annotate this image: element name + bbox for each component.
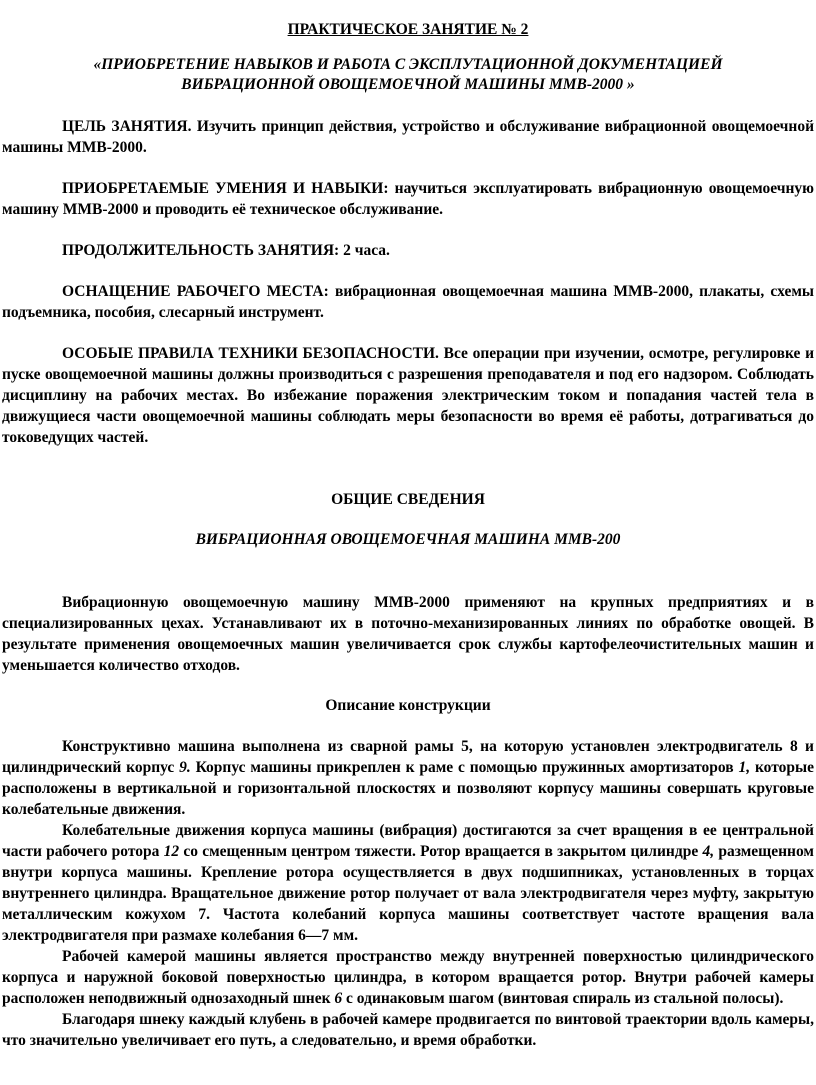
goal-label: ЦЕЛЬ ЗАНЯТИЯ.	[62, 118, 192, 135]
safety-text: Все операции при изучении, осмотре, регулировке и пуске овощемоечной машины должны производиться с разрешения преподавателя и под его надзором. Соблюдать дисциплину на рабочих местах. Во избежание поражения электрическим током и попадания частей тела в движущиеся части овощемоечной машины соблюдать меры безопасности во время её работы, дотрагиваться до токоведущих частей.	[2, 345, 814, 446]
design-paragraph-2: Колебательные движения корпуса машины (вибрация) достигаются за счет вращения в ее центральной части рабочего ротора 12 со смещенным центром тяжести. Ротор вращается в закрытом цилиндре 4, размещенном внутри корпуса машины. Крепление ротора осуществляется в двух подшипниках, установленных в торцах внутреннего цилиндра. Вращательное движение ротор получает от вала электродвигателя через муфту, закрытую металлическим кожухом 7. Частота колебаний корпуса машины соответствует частоте вращения вала электродвигателя при размахе колебания 6—7 мм.	[2, 822, 814, 944]
document-title: ПРАКТИЧЕСКОЕ ЗАНЯТИЕ № 2	[287, 21, 529, 38]
skills-text: научиться эксплуатировать вибрационную овощемоечную машину ММВ-2000 и проводить её техническое обслуживание.	[2, 180, 815, 218]
equipment-label: ОСНАЩЕНИЕ РАБОЧЕГО МЕСТА:	[62, 283, 329, 300]
skills-paragraph	[2, 178, 814, 220]
document-subtitle: «ПРИОБРЕТЕНИЕ НАВЫКОВ И РАБОТА С ЭКСПЛУТАЦИОННОЙ ДОКУМЕНТАЦИЕЙ ВИБРАЦИОННОЙ ОВОЩЕМОЕЧНОЙ МАШИНЫ ММВ-2000 »	[93, 56, 723, 93]
general-heading: ОБЩИЕ СВЕДЕНИЯ	[331, 491, 485, 508]
goal-paragraph	[2, 116, 814, 158]
design-paragraph-4: Благодаря шнеку каждый клубень в рабочей камере продвигается по винтовой траектории вдоль камеры, что значительно увеличивает его путь, а следовательно, и время обработки.	[2, 1011, 814, 1049]
design-paragraph-1: Конструктивно машина выполнена из сварной рамы 5, на которую установлен электродвигатель 8 и цилиндрический корпус 9. Корпус машины прикреплен к раме с помощью пружинных амортизаторов 1, которые расположены в вертикальной и горизонтальной плоскостях и позволяют корпусу машины совершать круговые колебательные движения.	[2, 738, 814, 818]
machine-heading: ВИБРАЦИОННАЯ ОВОЩЕМОЕЧНАЯ МАШИНА ММВ-200	[195, 531, 621, 548]
duration-label: ПРОДОЛЖИТЕЛЬНОСТЬ ЗАНЯТИЯ:	[62, 242, 340, 259]
design-paragraph-3: Рабочей камерой машины является пространство между внутренней поверхностью цилиндрического корпуса и наружной боковой поверхностью цилиндра, в котором вращается ротор. Внутри рабочей камеры расположен неподвижный однозаходный шнек 6 с одинаковым шагом (винтовая спираль из стальной полосы).	[2, 948, 814, 1007]
skills-label: ПРИОБРЕТАЕМЫЕ УМЕНИЯ И НАВЫКИ:	[62, 180, 389, 197]
equipment-text: вибрационная овощемоечная машина ММВ-2000, плакаты, схемы подъемника, пособия, слесарный инструмент.	[2, 283, 814, 321]
duration-paragraph	[2, 240, 814, 261]
equipment-paragraph	[2, 281, 814, 323]
design-heading: Описание конструкции	[325, 697, 491, 714]
goal-text: Изучить принцип действия, устройство и обслуживание вибрационной овощемоечной машины ММВ-2000.	[2, 118, 814, 156]
safety-paragraph	[2, 343, 814, 448]
intro-paragraph: Вибрационную овощемоечную машину ММВ-2000 применяют на крупных предприятиях и в специализированных цехах. Устанавливают их в поточно-механизированных линиях по обработке овощей. В результате применения овощемоечных машин увеличивается срок службы картофелеочистительных машин и уменьшается количество отходов.	[2, 594, 814, 674]
duration-text: 2 часа.	[339, 242, 390, 259]
safety-label: ОСОБЫЕ ПРАВИЛА ТЕХНИКИ БЕЗОПАСНОСТИ.	[62, 345, 439, 362]
